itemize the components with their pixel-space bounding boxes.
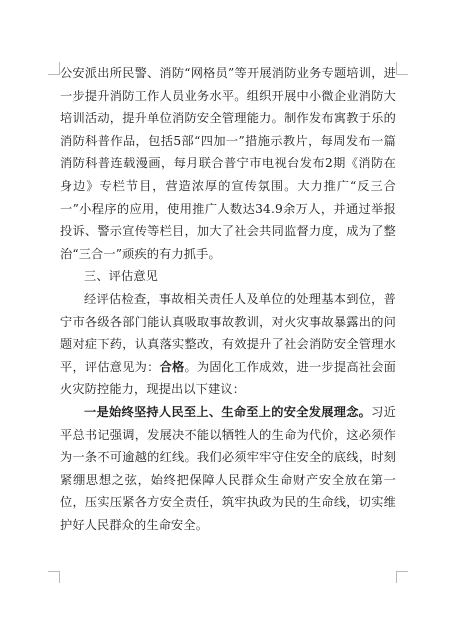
crop-mark-top-left-h (48, 74, 60, 75)
document-body (60, 62, 396, 536)
assessment-lead-text: 经评估检查，事故相关责任人及单位的处理基本到位，普宁市各级各部门能认真吸取事故教训，对火灾事故暴露出的问题对症下药，认真落实整改，有效提升了社会消防安全管理水平，评估意见为： (60, 291, 396, 374)
crop-mark-bottom-right-v (396, 571, 397, 583)
section-heading: 三、评估意见 (84, 269, 159, 284)
paragraph-continued: 公安派出所民警、消防“网格员”等开展消防业务专题培训，进一步提升消防工作人员业务水平。组织开展中小微企业消防大培训活动，提升单位消防安全管理能力。制作发布寓教于乐的消防科普作品，包括5部“四加一”措施示教片，每周发布一篇消防科普连载漫画，每月联合普宁市电视台发布2期《消防在身边》专栏节目，营造浓厚的宣传氛围。大力推广“反三合一”小程序的应用，使用推广人数达34.9余万人，并通过举报投诉、警示宣传等栏目，加大了社会共同监督力度，成为了整治“三合一”顽疾的有力抓手。 (60, 66, 396, 261)
recommendation-1-text: 习近平总书记强调，发展决不能以牺牲人的生命为代价，这必须作为一条不可逾越的红线。我们必须牢牢守住安全的底线，时刻紧绷思想之弦，始终把保障人民群众生命财产安全放在第一位，压实压紧各方安全责任，筑牢执政为民的生命线，切实维护好人民群众的生命安全。 (60, 404, 396, 532)
paragraph-assessment (60, 288, 396, 401)
crop-mark-top-right-v (396, 62, 397, 74)
assessment-result: 合格 (159, 359, 185, 374)
crop-mark-bottom-left-v (59, 571, 60, 583)
crop-mark-top-right-h (396, 74, 408, 75)
crop-mark-bottom-right-h (396, 571, 408, 572)
recommendation-1-title: 一是始终坚持人民至上、生命至上的安全发展理念。 (84, 404, 372, 419)
paragraph-recommendation-1 (60, 401, 396, 537)
assessment-tail-text: 。为固化工作成效，进一步提高社会面火灾防控能力，现提出以下建议： (60, 359, 396, 397)
